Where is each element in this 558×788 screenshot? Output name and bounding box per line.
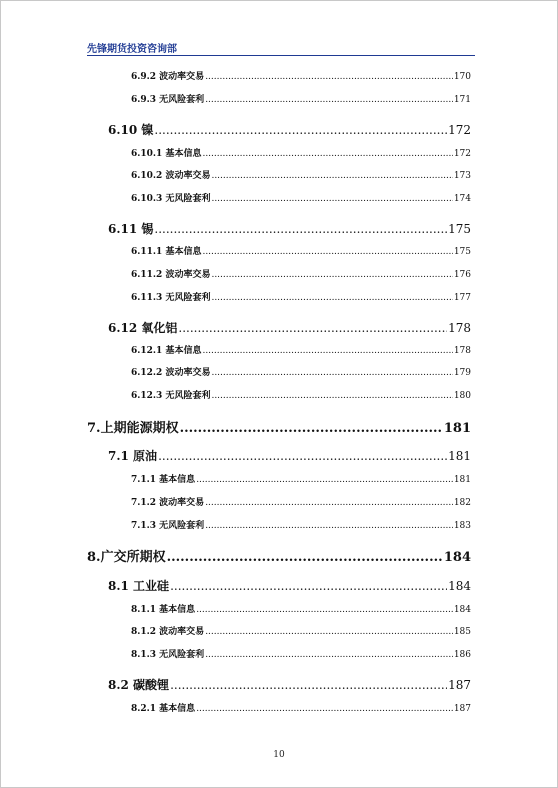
toc-entry-page: 179 — [453, 368, 471, 378]
toc-entry-page: 171 — [453, 95, 471, 105]
toc-entry-title: 6.10.3 无风险套利 — [131, 194, 211, 204]
toc-entry-page: 177 — [453, 293, 471, 303]
toc-entry[interactable] — [131, 701, 471, 714]
header-divider — [87, 55, 475, 56]
toc-entry[interactable] — [131, 647, 471, 660]
toc-dot-leader — [205, 521, 453, 531]
toc-entry-title: 8.2 碳酸锂 — [108, 678, 170, 692]
toc-entry-page: 184 — [448, 579, 471, 593]
toc-entry[interactable] — [108, 121, 471, 138]
toc-entry-title: 8.1.1 基本信息 — [131, 605, 196, 615]
toc-entry-page: 178 — [448, 321, 471, 335]
toc-dot-leader — [180, 421, 443, 436]
toc-entry[interactable] — [108, 577, 471, 594]
toc-entry-page: 181 — [453, 475, 471, 485]
toc-dot-leader — [178, 321, 447, 335]
toc-entry-title: 8.1 工业硅 — [108, 579, 170, 593]
toc-entry-title: 6.11.1 基本信息 — [131, 247, 202, 257]
toc-entry-page: 175 — [453, 247, 471, 257]
toc-entry-page: 172 — [448, 123, 471, 137]
toc-dot-leader — [211, 293, 452, 303]
toc-entry[interactable] — [131, 191, 471, 204]
toc-entry[interactable] — [131, 69, 471, 82]
toc-entry-page: 173 — [453, 171, 471, 181]
toc-entry-page: 185 — [453, 627, 471, 637]
toc-entry[interactable] — [87, 417, 471, 436]
toc-entry[interactable] — [87, 546, 471, 565]
toc-entry-title: 8.1.3 无风险套利 — [131, 650, 205, 660]
toc-entry[interactable] — [131, 472, 471, 485]
toc-entry[interactable] — [108, 676, 471, 693]
toc-entry-title: 8.广交所期权 — [87, 550, 166, 565]
toc-entry[interactable] — [108, 447, 471, 464]
toc-entry-page: 184 — [443, 550, 471, 565]
toc-entry-title: 6.12.2 波动率交易 — [131, 368, 211, 378]
toc-entry-title: 7.上期能源期权 — [87, 421, 179, 436]
toc-dot-leader — [202, 149, 452, 159]
toc-dot-leader — [158, 449, 447, 463]
toc-entry-title: 6.10.1 基本信息 — [131, 149, 202, 159]
toc-dot-leader — [211, 368, 452, 378]
toc-dot-leader — [211, 391, 452, 401]
toc-entry-title: 7.1.1 基本信息 — [131, 475, 196, 485]
toc-entry-title: 6.10.2 波动率交易 — [131, 171, 211, 181]
toc-entry-title: 6.9.2 波动率交易 — [131, 72, 205, 82]
toc-entry[interactable] — [131, 92, 471, 105]
toc-dot-leader — [205, 627, 453, 637]
toc-entry[interactable] — [131, 168, 471, 181]
toc-entry[interactable] — [131, 343, 471, 356]
toc-entry-title: 6.10 镍 — [108, 123, 154, 137]
toc-entry-title: 7.1.3 无风险套利 — [131, 521, 205, 531]
toc-dot-leader — [202, 247, 452, 257]
toc-dot-leader — [211, 270, 452, 280]
toc-entry-title: 6.11 锡 — [108, 222, 154, 236]
toc-entry-page: 187 — [448, 678, 471, 692]
toc-entry-page: 170 — [453, 72, 471, 82]
toc-dot-leader — [205, 95, 453, 105]
toc-dot-leader — [211, 171, 452, 181]
toc-dot-leader — [154, 123, 447, 137]
toc-entry-page: 181 — [448, 449, 471, 463]
toc-entry-page: 176 — [453, 270, 471, 280]
toc-dot-leader — [205, 498, 453, 508]
toc-dot-leader — [170, 678, 447, 692]
toc-entry[interactable] — [131, 290, 471, 303]
toc-entry-title: 7.1.2 波动率交易 — [131, 498, 205, 508]
toc-entry-page: 187 — [453, 704, 471, 714]
toc-dot-leader — [196, 704, 453, 714]
toc-dot-leader — [202, 346, 452, 356]
toc-entry-title: 7.1 原油 — [108, 449, 158, 463]
toc-entry[interactable] — [108, 220, 471, 237]
toc-dot-leader — [170, 579, 447, 593]
toc-entry-page: 178 — [453, 346, 471, 356]
toc-dot-leader — [167, 550, 443, 565]
toc-entry-title: 6.11.3 无风险套利 — [131, 293, 211, 303]
toc-entry-page: 184 — [453, 605, 471, 615]
toc-entry[interactable] — [108, 319, 471, 336]
toc-entry-title: 6.9.3 无风险套利 — [131, 95, 205, 105]
toc-dot-leader — [196, 605, 453, 615]
page-number: 10 — [273, 750, 285, 760]
toc-entry[interactable] — [131, 602, 471, 615]
toc-entry-title: 8.1.2 波动率交易 — [131, 627, 205, 637]
toc-entry-title: 6.12.3 无风险套利 — [131, 391, 211, 401]
toc-entry-page: 180 — [453, 391, 471, 401]
page-header-title: 先锋期货投资咨询部 — [87, 44, 177, 55]
toc-entry[interactable] — [131, 495, 471, 508]
toc-entry-title: 8.2.1 基本信息 — [131, 704, 196, 714]
toc-entry[interactable] — [131, 267, 471, 280]
toc-entry[interactable] — [131, 244, 471, 257]
toc-entry[interactable] — [131, 624, 471, 637]
toc-dot-leader — [211, 194, 452, 204]
toc-entry-page: 175 — [448, 222, 471, 236]
toc-entry-page: 186 — [453, 650, 471, 660]
toc-entry[interactable] — [131, 146, 471, 159]
toc-entry-title: 6.12 氧化铝 — [108, 321, 178, 335]
toc-entry[interactable] — [131, 518, 471, 531]
toc-dot-leader — [205, 72, 453, 82]
toc-dot-leader — [196, 475, 453, 485]
toc-entry-page: 182 — [453, 498, 471, 508]
toc-entry-page: 183 — [453, 521, 471, 531]
toc-entry[interactable] — [131, 388, 471, 401]
toc-entry-title: 6.12.1 基本信息 — [131, 346, 202, 356]
toc-dot-leader — [205, 650, 453, 660]
toc-entry-page: 172 — [453, 149, 471, 159]
toc-entry-page: 174 — [453, 194, 471, 204]
toc-entry-page: 181 — [443, 421, 471, 436]
toc-entry[interactable] — [131, 365, 471, 378]
toc-entry-title: 6.11.2 波动率交易 — [131, 270, 211, 280]
toc-dot-leader — [154, 222, 447, 236]
